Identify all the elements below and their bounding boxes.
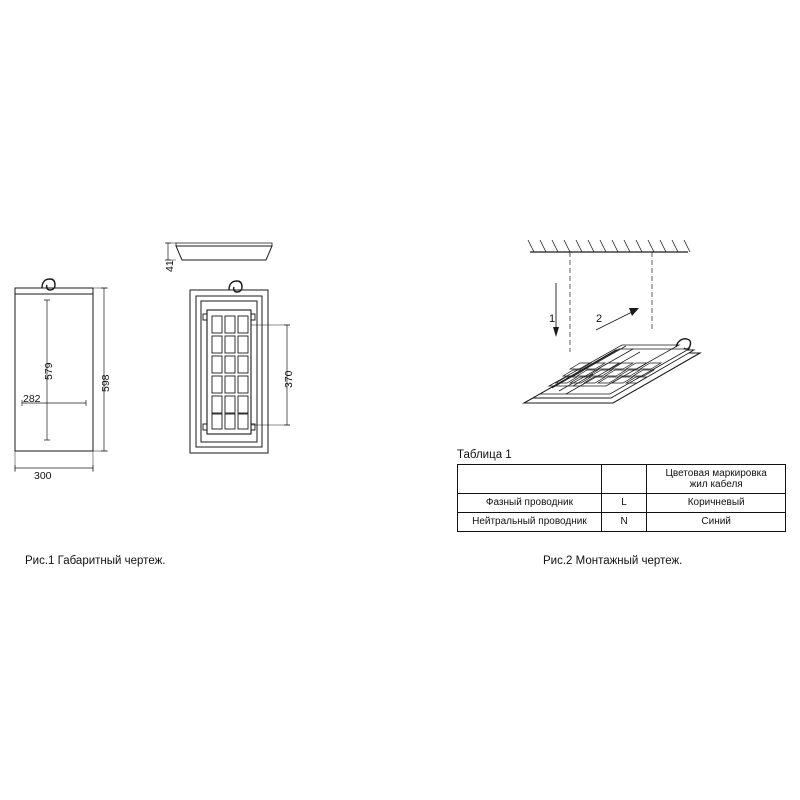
- dim-41: 41: [164, 260, 176, 272]
- dim-598: 598: [100, 374, 112, 392]
- table-header-color-marking: Цветовая маркировка жил кабеля: [647, 465, 786, 494]
- row-neutral-color: Синий: [647, 513, 786, 532]
- callout-1: 1: [549, 313, 556, 325]
- table-header-blank-1: [458, 465, 602, 494]
- row-neutral-name: Нейтральный проводник: [458, 513, 602, 532]
- table-header-blank-2: [601, 465, 647, 494]
- row-phase-color: Коричневый: [647, 494, 786, 513]
- table-row: [458, 513, 786, 532]
- dim-282: 282: [23, 393, 41, 405]
- row-phase-name: Фазный проводник: [458, 494, 602, 513]
- fig1-side-view: [165, 243, 272, 260]
- fig2-caption: Рис.2 Монтажный чертеж.: [543, 555, 683, 567]
- callout-2: 2: [596, 313, 603, 325]
- fig1-top-view: [190, 281, 290, 453]
- dim-579: 579: [43, 362, 55, 380]
- fig1-caption: Рис.1 Габаритный чертеж.: [25, 555, 166, 567]
- table-row: [458, 494, 786, 513]
- table-header-row: [458, 465, 786, 494]
- dim-300: 300: [34, 470, 52, 482]
- fig1-front-view: [15, 279, 108, 472]
- dim-370: 370: [283, 370, 295, 388]
- table-title: Таблица 1: [457, 449, 512, 461]
- cable-marking-table: [457, 464, 786, 532]
- row-neutral-code: N: [601, 513, 647, 532]
- row-phase-code: L: [601, 494, 647, 513]
